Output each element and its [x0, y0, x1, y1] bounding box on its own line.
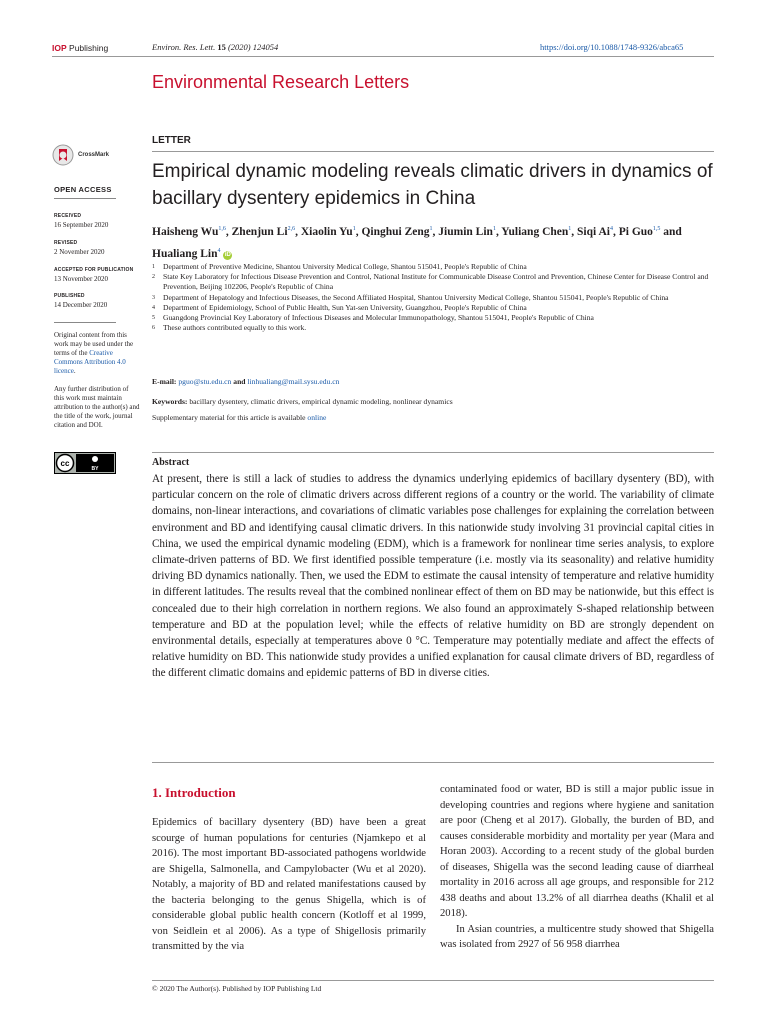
history-label-accepted: ACCEPTED FOR PUBLICATION: [54, 267, 134, 273]
license-text: Original content from this work may be used under the terms of the: [54, 331, 134, 357]
orcid-icon[interactable]: iD: [224, 251, 231, 258]
history-label-received: RECEIVED: [54, 213, 82, 219]
author-affiliation-ref[interactable]: 4: [609, 226, 613, 232]
author-name: Hualiang Lin: [152, 247, 218, 260]
sidebar-divider: [54, 322, 116, 323]
affiliation-item: [152, 262, 712, 272]
affiliation-text: Guangdong Provincial Key Laboratory of Infectious Diseases and Molecular Immunopathology, Shantou 515041, People's Republic of China: [163, 313, 594, 323]
body-column-left: [152, 813, 426, 955]
journal-title: Environmental Research Letters: [152, 72, 410, 92]
supplementary-line: [152, 413, 326, 422]
keywords: bacillary dysentery, climatic drivers, empirical dynamic modeling, nonlinear dynamics: [189, 397, 453, 406]
doi-link[interactable]: https://doi.org/10.1088/1748-9326/abca65: [540, 42, 684, 52]
license-period: .: [73, 367, 76, 375]
author-affiliation-ref[interactable]: 1: [568, 226, 572, 232]
affiliation-number: 1: [152, 264, 155, 270]
open-access-label: OPEN ACCESS: [54, 185, 112, 194]
affiliation-number: 6: [152, 325, 155, 332]
author-conjunction: and: [663, 225, 682, 238]
affiliation-list: [152, 262, 712, 333]
footer-divider: [152, 980, 714, 981]
volume: 15: [217, 42, 226, 52]
license-statement: [54, 331, 140, 376]
author-name: Qinghui Zeng: [361, 225, 430, 238]
affiliation-text: These authors contributed equally to this work.: [163, 323, 307, 333]
affiliation-text: State Key Laboratory for Infectious Disease Prevention and Control, National Institute for Communicable Disease Control and Prevention, Chinese Center for Disease Control and Prevention, Beijing 102206, People's Republic of China: [163, 272, 709, 292]
cc-by-license-icon[interactable]: [54, 452, 116, 474]
author-name: Siqi Ai: [577, 225, 610, 238]
header-divider: [52, 56, 714, 57]
history-label-revised: REVISED: [54, 240, 78, 246]
author-affiliation-ref[interactable]: 4: [217, 247, 221, 254]
email-and: and: [233, 377, 246, 386]
supplementary-text: Supplementary material for this article is available: [152, 413, 306, 422]
author-affiliation-ref[interactable]: 1: [429, 226, 433, 232]
crossmark-badge[interactable]: [52, 144, 122, 166]
supplementary-link[interactable]: online: [307, 413, 327, 422]
paper-title: Empirical dynamic modeling reveals climatic drivers in dynamics of bacillary dysentery epidemics in China: [152, 161, 713, 209]
author-name: Xiaolin Yu: [300, 225, 353, 238]
svg-text:BY: BY: [91, 466, 99, 472]
author-list: Haisheng Wu$^{1,6}$, Zhenjun Li$^{2,6}$, Xiaolin Yu$^1$, Qinghui Zeng$^1$, Jiumin Lin$^1$, Yuliang Chen$^1$, Siqi Ai$^4$, Pi Guo$^{1,5}$ and Hualiang Lin$^4$ iD: [152, 225, 682, 260]
crossmark-icon: [52, 144, 74, 166]
email-link-2[interactable]: linhualiang@mail.sysu.edu.cn: [247, 377, 340, 386]
copyright-footer: © 2020 The Author(s). Published by IOP Publishing Ltd: [152, 984, 322, 993]
author-affiliation-ref[interactable]: 2,6: [287, 226, 296, 232]
license-link[interactable]: Creative Commons Attribution 4.0 licence: [54, 349, 126, 375]
history-date-revised: 2 November 2020: [54, 248, 105, 256]
crossmark-label: CrossMark: [78, 152, 110, 158]
author-affiliation-ref[interactable]: 1: [492, 226, 496, 232]
affiliation-number: 2: [152, 274, 155, 281]
history-date-published: 14 December 2020: [54, 301, 108, 309]
article-type: LETTER: [152, 135, 191, 146]
intro-paragraph-2: contaminated food or water, BD is still a major public issue in developing countries and regions where hygiene and sanitation are poor (Cheng et al 2017). Globally, the burden of BD, and causes considerable morbidity and mortality per year (Mara and Horan 2003). According to a recent study of the global burden of diseases, Shigella was the second leading cause of diarrheal mortality in 2016 across all age groups, and responsible for 212 438 deaths and about 13.2% of all diarrhea deaths (Khalil et al 2018).: [440, 784, 714, 919]
affiliation-text: Department of Epidemiology, School of Public Health, Sun Yat-sen University, Guangzhou, People's Republic of China: [163, 302, 527, 312]
abstract-heading: Abstract: [152, 457, 190, 468]
history-date-received: 16 September 2020: [54, 221, 109, 229]
author-name: Haisheng Wu: [152, 225, 219, 238]
section-heading-introduction: 1. Introduction: [152, 785, 236, 800]
publisher-suffix: Publishing: [69, 43, 109, 53]
publisher-brand: IOP: [52, 43, 67, 53]
title-divider: [152, 151, 714, 152]
keywords-line: [152, 397, 453, 406]
keywords-label: Keywords:: [152, 397, 188, 406]
author-name: Yuliang Chen: [501, 225, 569, 238]
affiliation-text: Department of Preventive Medicine, Shantou University Medical College, Shantou 515041, People's Republic of China: [163, 262, 527, 271]
body-column-right: [440, 782, 714, 953]
affiliation-number: 4: [152, 304, 155, 311]
intro-paragraph-1: Epidemics of bacillary dysentery (BD) have been a great scourge of human populations for centuries (Njamkepo et al 2016). The most important BD-associated pathogens worldwide are Shigella, Salmonella, and Campylobacter (Wu et al 2020). Notably, a majority of BD and related manifestations caused by the bacteria belonging to the genus Shigella, which is of considerable global public health concern (Kotloff et al 1999, von Seidlein et al 2006). As a type of Shigellosis primarily transmitted by the via: [152, 817, 426, 952]
author-name: Jiumin Lin: [438, 225, 493, 238]
email-line: [152, 377, 339, 386]
history-date-accepted: 13 November 2020: [54, 275, 109, 283]
journal-citation: [152, 42, 278, 52]
email-label: E-mail:: [152, 377, 177, 386]
sidebar-divider: [54, 198, 116, 199]
author-affiliation-ref[interactable]: 1,6: [218, 226, 226, 232]
year-article: (2020) 124054: [227, 42, 279, 52]
abstract-end-divider: [152, 762, 714, 763]
attribution-statement: Any further distribution of this work must maintain attribution to the author(s) and the title of the work, journal citation and DOI.: [54, 385, 140, 429]
affiliation-number: 5: [152, 315, 155, 322]
email-link-1[interactable]: pguo@stu.edu.cn: [178, 377, 232, 386]
author-affiliation-ref[interactable]: 1,5: [652, 226, 661, 232]
history-label-published: PUBLISHED: [54, 293, 85, 299]
affiliation-item: [152, 293, 712, 303]
author-affiliation-ref[interactable]: 1: [352, 226, 356, 232]
author-name: Pi Guo: [618, 225, 653, 238]
affiliation-item: [152, 323, 712, 333]
svg-text:cc: cc: [60, 459, 70, 468]
abstract-divider: [152, 452, 714, 453]
affiliation-item: [152, 303, 712, 313]
journal-abbrev: Environ. Res. Lett.: [152, 42, 216, 52]
affiliation-text: Department of Hepatology and Infectious Diseases, the Second Affiliated Hospital, Shantou University Medical College, Shantou 515041, People's Republic of China: [163, 292, 669, 302]
abstract-text: At present, there is still a lack of studies to address the dynamics underlying epidemics of bacillary dysentery (BD), with particular concern on the role of climatic drivers across different regions of a country or the world. The variability of climate domains, non-linear interactions, and covariations of climatic variables pose challenges for explaining the correlation between environment and BD and identifying causal climatic drivers. In this nationwide study involving 31 provincial capital cities in China, we used the empirical dynamic modeling (EDM), which is a framework for nonlinear time series analysis, to explore climate-driven patterns of BD. We first identified possible temperature (i.e. mostly via its seasonality) and relative humidity driving BD dynamics nationally. Then, we used the EDM to estimate the causal intensity of temperature and relative humidity in different latitudes. The results reveal that the combined nonlinear effect of them on BD may be nationwide, but this effect is concealed due to their high correlation in northern regions. We also found an approximately S-shaped relationship between temperature and BD at the population level; while the effects of relative humidity on BD are strongly dependent on environmental details, especially at temperatures above 0 °C. Temperature may potentially mediate and affect the effects of relative humidity on BD. This nationwide study provides a unified explanation for causal climate drivers of BD, regardless of the different climatic domains and epidemic patterns of BD in diverse cities.: [152, 473, 714, 680]
page-header: [0, 0, 768, 60]
intro-paragraph-3: In Asian countries, a multicentre study showed that Shigella was isolated from 2927 of 56 958 diarrhea: [440, 923, 714, 950]
author-name: Zhenjun Li: [231, 225, 288, 238]
affiliation-item: [152, 272, 712, 292]
affiliation-number: 3: [152, 294, 155, 301]
publisher-logo: [52, 43, 108, 53]
affiliation-item: [152, 313, 712, 323]
